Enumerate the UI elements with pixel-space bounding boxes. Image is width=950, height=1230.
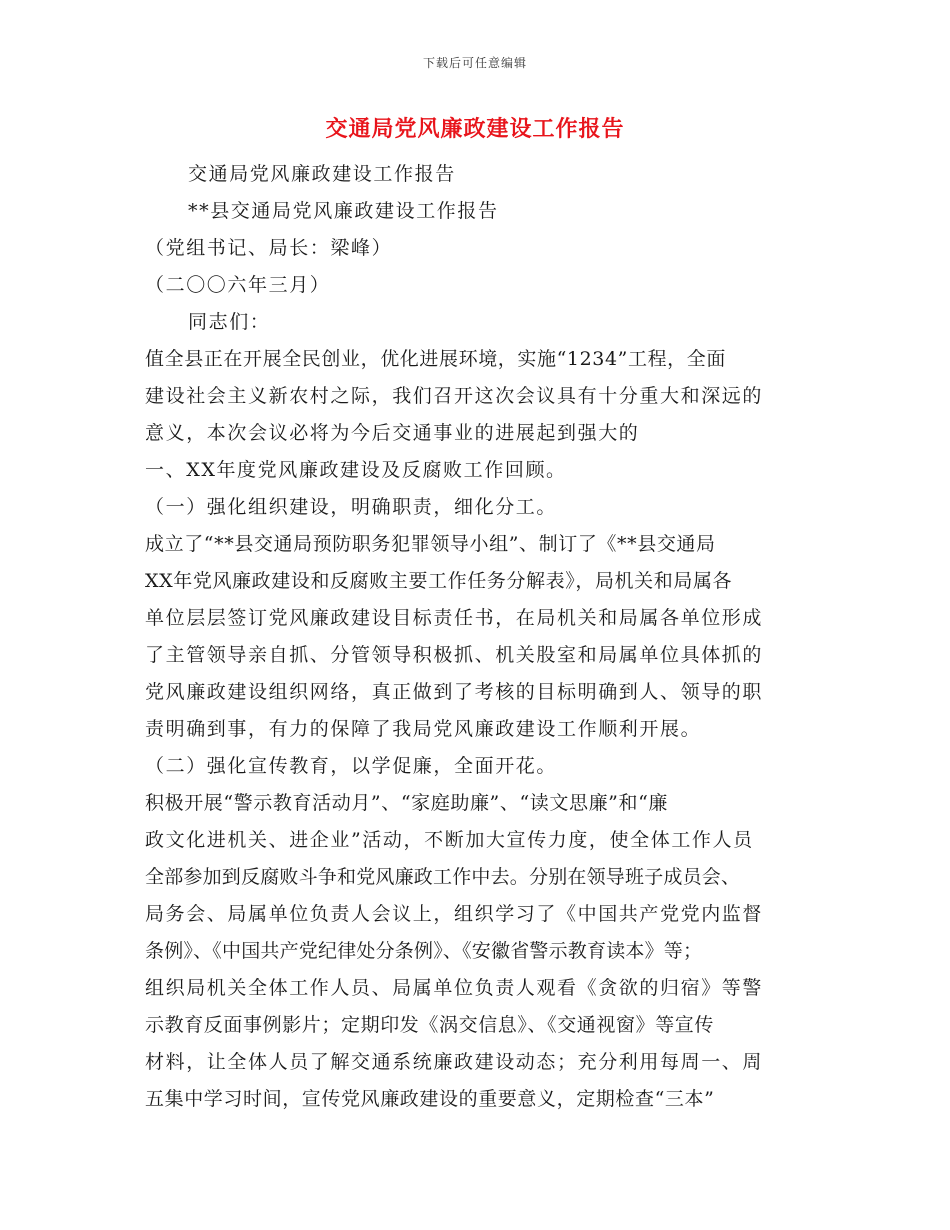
paragraph-line: 条例》、《中国共产党纪律处分条例》、《安徽省警示教育读本》等； [145,940,703,962]
paragraph-line: 值全县正在开展全民创业，优化进展环境，实施“1234”工程，全面 [145,348,726,370]
paragraph-line: 全部参加到反腐败斗争和党风廉政工作中去。分别在领导班子成员会、 [145,866,741,888]
document-title: 交通局党风廉政建设工作报告 [325,116,625,142]
paragraph-line: 责明确到事，有力的保障了我局党风廉政建设工作顺利开展。 [145,718,702,740]
paragraph-line: 意义，本次会议必将为今后交通事业的进展起到强大的 [145,422,640,444]
paragraph-line: 党风廉政建设组织网络，真正做到了考核的目标明确到人、领导的职 [145,681,764,703]
page-header-note: 下载后可任意编辑 [422,56,527,70]
paragraph-line: 材料，让全体人员了解交通系统廉政建设动态；充分利用每周一、周 [145,1051,764,1073]
paragraph-line: 成立了“**县交通局预防职务犯罪领导小组”、制订了《**县交通局 [145,533,716,555]
paragraph-line: 局务会、局属单位负责人会议上，组织学习了《中国共产党党内监督 [145,903,764,925]
document-body [145,156,810,1118]
paragraph-line: 五集中学习时间，宣传党风廉政建设的重要意义，定期检查“三本” [145,1088,715,1110]
author-line: （党组书记、局长：梁峰） [145,237,393,259]
section-heading: 一、XX年度党风廉政建设及反腐败工作回顾。 [145,459,567,481]
subsection-heading: （一）强化组织建设，明确职责，细化分工。 [145,496,558,518]
paragraph-line: 示教育反面事例影片；定期印发《涡交信息》、《交通视窗》等宣传 [145,1014,715,1036]
date-line: （二〇〇六年三月） [145,274,331,296]
subsection-heading: （二）强化宣传教育，以学促廉，全面开花。 [145,755,558,777]
paragraph-line: 建设社会主义新农村之际，我们召开这次会议具有十分重大和深远的 [145,385,764,407]
subtitle-line: 交通局党风廉政建设工作报告 [188,163,456,185]
paragraph-line: 政文化进机关、进企业”活动，不断加大宣传力度，使全体工作人员 [145,829,754,851]
paragraph-line: 单位层层签订党风廉政建设目标责任书，在局机关和局属各单位形成 [145,607,764,629]
paragraph-line: 积极开展“警示教育活动月”、“家庭助廉”、“读文思廉”和“廉 [145,792,668,814]
salutation-line: 同志们： [188,311,271,333]
subtitle-line: **县交通局党风廉政建设工作报告 [188,200,499,222]
paragraph-line: 了主管领导亲自抓、分管领导积极抓、机关股室和局属单位具体抓的 [145,644,764,666]
paragraph-line: 组织局机关全体工作人员、局属单位负责人观看《贪欲的归宿》等警 [145,977,764,999]
paragraph-line: XX年党风廉政建设和反腐败主要工作任务分解表》，局机关和局属各 [145,570,733,592]
